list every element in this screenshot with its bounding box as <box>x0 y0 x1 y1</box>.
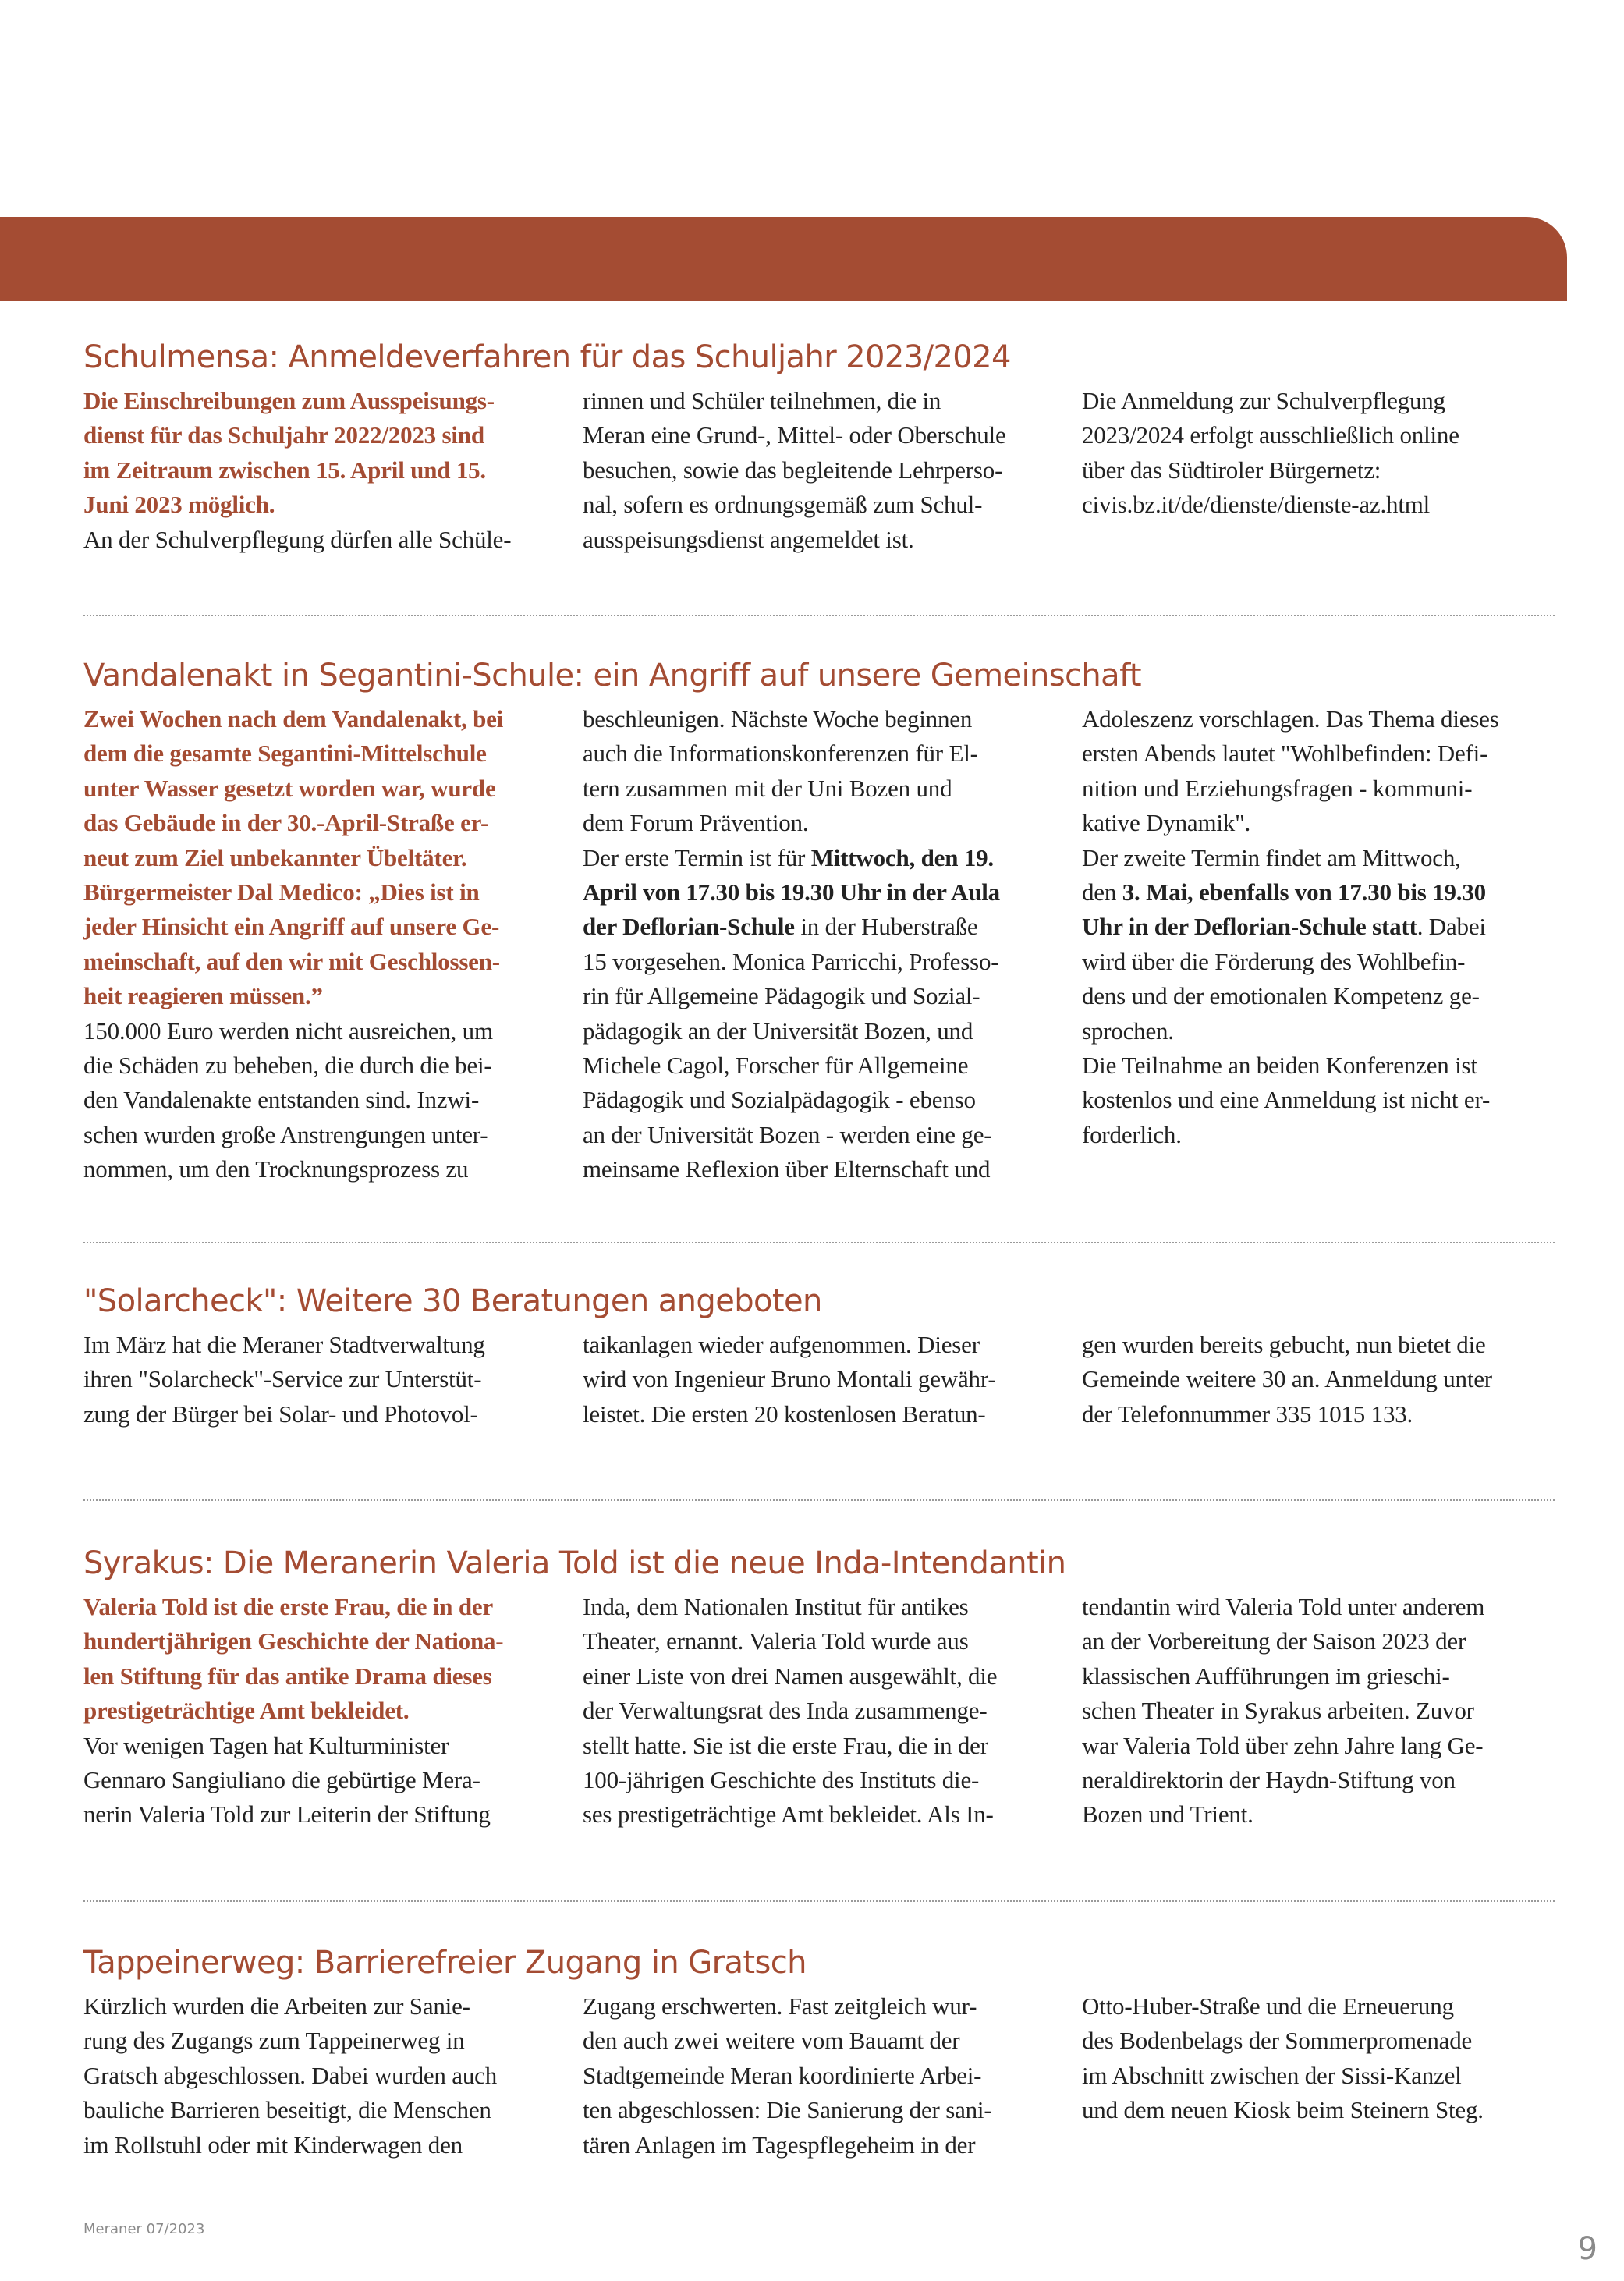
body-line <box>1082 910 1555 944</box>
body-line: Zugang erschwerten. Fast zeitgleich wur- <box>583 1992 977 2020</box>
body-line <box>583 841 1082 875</box>
article-columns <box>83 1989 1555 2162</box>
section-divider <box>83 1499 1555 1501</box>
body-line: ten abgeschlossen: Die Sanierung der sani- <box>583 2096 992 2124</box>
body-line: schen wurden große Anstrengungen unter- <box>83 1120 488 1148</box>
body-line: wird über die Förderung des Wohlbefin- <box>1082 947 1466 975</box>
body-line: sprochen. <box>1082 1016 1174 1045</box>
body-line: ausspeisungsdienst angemeldet ist. <box>583 525 914 553</box>
column-2 <box>583 1328 1082 1431</box>
article-headline: Schulmensa: Anmeldeverfahren für das Schuljahr 2023/2024 <box>83 339 1011 375</box>
body-line: auch die Informationskonferenzen für El- <box>583 740 978 768</box>
body-line: Michele Cagol, Forscher für Allgemeine <box>583 1052 969 1080</box>
lead-line: hundertjährigen Geschichte der Nationa- <box>83 1627 504 1655</box>
body-line: Theater, ernannt. Valeria Told wurde aus <box>583 1627 969 1655</box>
body-line: Vor wenigen Tagen hat Kulturminister <box>83 1731 449 1759</box>
lead-line: Zwei Wochen nach dem Vandalenakt, bei <box>83 705 504 733</box>
body-line: Meran eine Grund-, Mittel- oder Oberschule <box>583 421 1006 449</box>
body-line: stellt hatte. Sie ist die erste Frau, die in der <box>583 1731 988 1759</box>
body-line: die Schäden zu beheben, die durch die bei- <box>83 1052 492 1080</box>
body-line: 150.000 Euro werden nicht ausreichen, um <box>83 1016 493 1045</box>
article-headline: Syrakus: Die Meranerin Valeria Told ist die neue Inda-Intendantin <box>83 1545 1066 1581</box>
article-tappeinerweg <box>83 1942 1555 2162</box>
column-1 <box>83 1590 583 1832</box>
page-number: 9 <box>1577 2231 1597 2267</box>
body-line: Bozen und Trient. <box>1082 1800 1253 1829</box>
body-line <box>1082 875 1555 910</box>
body-line: Stadtgemeinde Meran koordinierte Arbei- <box>583 2061 982 2089</box>
article-columns <box>83 1328 1555 1431</box>
body-line: rung des Zugangs zum Tappeinerweg in <box>83 2027 465 2055</box>
column-3 <box>1082 1328 1555 1431</box>
body-line: civis.bz.it/de/dienste/dienste-az.html <box>1082 491 1431 519</box>
lead-line: Juni 2023 möglich. <box>83 491 275 519</box>
body-line: zung der Bürger bei Solar- und Photovol- <box>83 1399 478 1428</box>
body-line: Adoleszenz vorschlagen. Das Thema dieses <box>1082 705 1499 733</box>
body-line: Gennaro Sangiuliano die gebürtige Mera- <box>83 1766 480 1794</box>
location-highlight: Uhr in der Deflorian-Schule statt <box>1082 913 1417 941</box>
body-line: Inda, dem Nationalen Institut für antikes <box>583 1593 969 1620</box>
body-line: des Bodenbelags der Sommerpromenade <box>1082 2027 1473 2055</box>
body-line: gen wurden bereits gebucht, nun bietet die <box>1082 1331 1486 1358</box>
date-highlight: April von 17.30 bis 19.30 Uhr in der Aula <box>583 878 1000 906</box>
lead-line: dem die gesamte Segantini-Mittelschule <box>83 740 487 768</box>
lead-line: dienst für das Schuljahr 2022/2023 sind <box>83 421 484 449</box>
lead-line: len Stiftung für das antike Drama dieses <box>83 1662 492 1690</box>
body-line: nition und Erziehungsfragen - kommuni- <box>1082 774 1473 802</box>
body-line: ersten Abends lautet "Wohlbefinden: Defi- <box>1082 740 1488 768</box>
body-line: Pädagogik und Sozialpädagogik - ebenso <box>583 1086 976 1114</box>
article-vandalenakt <box>83 655 1555 1187</box>
body-line: tendantin wird Valeria Told unter anderem <box>1082 1593 1485 1620</box>
body-line: forderlich. <box>1082 1120 1182 1148</box>
article-syrakus <box>83 1543 1555 1832</box>
body-line: Im März hat die Meraner Stadtverwaltung <box>83 1331 485 1358</box>
column-1 <box>83 702 583 1187</box>
column-2 <box>583 702 1082 1187</box>
body-line: über das Südtiroler Bürgernetz: <box>1082 456 1381 484</box>
column-3 <box>1082 1989 1555 2162</box>
body-line: den Vandalenakte entstanden sind. Inzwi- <box>83 1086 480 1114</box>
body-line: An der Schulverpflegung dürfen alle Schüle- <box>83 525 512 553</box>
body-line: Gratsch abgeschlossen. Dabei wurden auch <box>83 2061 498 2089</box>
lead-line: heit reagieren müssen.” <box>83 982 323 1010</box>
body-line: 100-jährigen Geschichte des Instituts die- <box>583 1766 980 1794</box>
body-text: . Dabei <box>1417 913 1486 941</box>
body-line: neraldirektorin der Haydn-Stiftung von <box>1082 1766 1456 1794</box>
section-divider <box>83 1900 1555 1902</box>
body-line: wird von Ingenieur Bruno Montali gewähr- <box>583 1365 996 1393</box>
lead-line: neut zum Ziel unbekannter Übeltäter. <box>83 843 467 871</box>
lead-line: im Zeitraum zwischen 15. April und 15. <box>83 456 486 484</box>
body-line: der Verwaltungsrat des Inda zusammenge- <box>583 1697 988 1725</box>
body-line: Die Teilnahme an beiden Konferenzen ist <box>1082 1052 1477 1080</box>
body-line: war Valeria Told über zehn Jahre lang Ge- <box>1082 1731 1484 1759</box>
body-line: dem Forum Prävention. <box>583 809 809 837</box>
lead-line: unter Wasser gesetzt worden war, wurde <box>83 774 496 802</box>
body-line: ses prestigeträchtige Amt bekleidet. Als In- <box>583 1800 994 1829</box>
location-highlight: der Deflorian-Schule <box>583 913 795 941</box>
lead-line: jeder Hinsicht ein Angriff auf unsere Ge- <box>83 913 500 941</box>
lead-line: Die Einschreibungen zum Ausspeisungs- <box>83 387 495 414</box>
body-line: beschleunigen. Nächste Woche beginnen <box>583 705 973 733</box>
body-line: tären Anlagen im Tagespflegeheim in der <box>583 2130 976 2159</box>
article-columns <box>83 384 1555 557</box>
body-text: in der Huberstraße <box>794 913 978 941</box>
article-headline: Vandalenakt in Segantini-Schule: ein Angriff auf unsere Gemeinschaft <box>83 658 1141 694</box>
body-line: bauliche Barrieren beseitigt, die Menschen <box>83 2096 491 2124</box>
body-line: leistet. Die ersten 20 kostenlosen Beratun- <box>583 1399 986 1428</box>
section-divider <box>83 1242 1555 1243</box>
body-line: pädagogik an der Universität Bozen, und <box>583 1016 973 1045</box>
body-line: im Rollstuhl oder mit Kinderwagen den <box>83 2130 463 2159</box>
body-line: kative Dynamik". <box>1082 809 1251 837</box>
body-line: nal, sofern es ordnungsgemäß zum Schul- <box>583 491 983 519</box>
article-columns <box>83 1590 1555 1832</box>
body-line: den auch zwei weitere vom Bauamt der <box>583 2027 960 2055</box>
date-highlight: 3. Mai, ebenfalls von 17.30 bis 19.30 <box>1122 878 1486 906</box>
body-line: der Telefonnummer 335 1015 133. <box>1082 1399 1413 1428</box>
body-text: den <box>1082 878 1122 906</box>
lead-line: das Gebäude in der 30.-April-Straße er- <box>83 809 489 837</box>
body-text: Der erste Termin ist für <box>583 843 811 871</box>
body-line: rin für Allgemeine Pädagogik und Sozial- <box>583 982 980 1010</box>
body-line: dens und der emotionalen Kompetenz ge- <box>1082 982 1480 1010</box>
body-line: Die Anmeldung zur Schulverpflegung <box>1082 387 1445 414</box>
column-1 <box>83 384 583 557</box>
body-line <box>583 910 1082 944</box>
column-1 <box>83 1989 583 2162</box>
body-line: rinnen und Schüler teilnehmen, die in <box>583 387 941 414</box>
article-columns <box>83 702 1555 1187</box>
body-line: Kürzlich wurden die Arbeiten zur Sanie- <box>83 1992 470 2020</box>
lead-line: Valeria Told ist die erste Frau, die in der <box>83 1593 493 1620</box>
body-line: schen Theater in Syrakus arbeiten. Zuvor <box>1082 1697 1474 1725</box>
article-headline: "Solarcheck": Weitere 30 Beratungen angeboten <box>83 1283 822 1319</box>
body-line: Gemeinde weitere 30 an. Anmeldung unter <box>1082 1365 1492 1393</box>
body-line: an der Universität Bozen - werden eine ge- <box>583 1120 992 1148</box>
body-line: an der Vorbereitung der Saison 2023 der <box>1082 1627 1466 1655</box>
body-line: nerin Valeria Told zur Leiterin der Stiftung <box>83 1800 491 1829</box>
column-3 <box>1082 702 1555 1187</box>
body-line: taikanlagen wieder aufgenommen. Dieser <box>583 1331 980 1358</box>
column-2 <box>583 1590 1082 1832</box>
publication-label: Meraner 07/2023 <box>83 2221 205 2237</box>
body-line: kostenlos und eine Anmeldung ist nicht er- <box>1082 1086 1491 1114</box>
column-3 <box>1082 384 1555 557</box>
body-line: nommen, um den Trocknungsprozess zu <box>83 1155 469 1183</box>
lead-line: prestigeträchtige Amt bekleidet. <box>83 1697 410 1725</box>
article-solarcheck <box>83 1281 1555 1431</box>
body-line: tern zusammen mit der Uni Bozen und <box>583 774 952 802</box>
date-highlight: Mittwoch, den 19. <box>810 843 994 871</box>
body-line: klassischen Aufführungen im grieschi- <box>1082 1662 1450 1690</box>
lead-line: Bürgermeister Dal Medico: „Dies ist in <box>83 878 480 906</box>
section-divider <box>83 615 1555 616</box>
column-2 <box>583 1989 1082 2162</box>
body-line: besuchen, sowie das begleitende Lehrperso- <box>583 456 1003 484</box>
body-line: 15 vorgesehen. Monica Parricchi, Professo- <box>583 947 999 975</box>
body-line: Otto-Huber-Straße und die Erneuerung <box>1082 1992 1454 2020</box>
column-3 <box>1082 1590 1555 1832</box>
body-line: Der zweite Termin findet am Mittwoch, <box>1082 843 1461 871</box>
body-line: einer Liste von drei Namen ausgewählt, die <box>583 1662 998 1690</box>
article-headline: Tappeinerweg: Barrierefreier Zugang in Gratsch <box>83 1945 807 1981</box>
lead-line: meinschaft, auf den wir mit Geschlossen- <box>83 947 500 975</box>
body-line: ihren "Solarcheck"-Service zur Unterstüt- <box>83 1365 482 1393</box>
column-1 <box>83 1328 583 1431</box>
header-band <box>0 217 1567 301</box>
body-line: 2023/2024 erfolgt ausschließlich online <box>1082 421 1459 449</box>
body-line: im Abschnitt zwischen der Sissi-Kanzel <box>1082 2061 1462 2089</box>
column-2 <box>583 384 1082 557</box>
article-schulmensa <box>83 337 1555 557</box>
body-line: und dem neuen Kiosk beim Steinern Steg. <box>1082 2096 1484 2124</box>
body-line: meinsame Reflexion über Elternschaft und <box>583 1155 991 1183</box>
